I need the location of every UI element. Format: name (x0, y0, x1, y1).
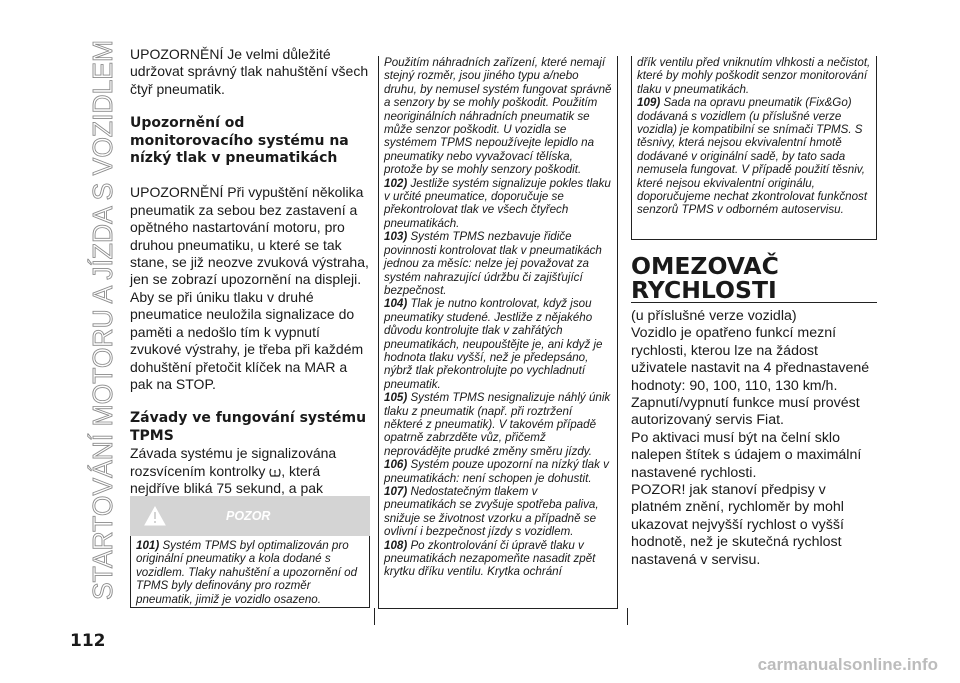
note-text: Tlak je nutno kontrolovat, když jsou pneumatiky studené. Jestliže z nějakého důvodu kontrolujte tlak v zahřátých pneumatikách, neupouštějte je, ani když je hodnota tlaku vyšší, než je předepsáno, nýbrž tlak překontrolujte po vychladnutí pneumatik. (384, 297, 603, 391)
note-text: Sada na opravu pneumatik (Fix&Go) dodávaná s vozidlem (u příslušné verze vozidla) je kompatibilní se snímači TPMS. S těsnivy, která nejsou ekvivalentní hmotě dodávané v originální sadě, by tato sada nemusela fungovat. V případě použití těsniv, které nejsou ekvivalentní originálu, doporučujeme nechat zkontrolovat funkčnost senzorů TPMS v odborném autoservisu. (637, 96, 868, 217)
heading-tpms-faults: Závady ve fungování systému TPMS (130, 410, 367, 444)
warning-body (130, 536, 370, 608)
note-item (384, 230, 612, 297)
note-text: Systém pouze upozorní na nízký tlak v pneumatikách: není schopen je dohustit. (384, 458, 609, 485)
limiter-label-note: Po aktivaci musí být na čelní sklo nalepen štítek s údajem o maximální nastavené rychlosti. (631, 429, 862, 481)
intro-text: UPOZORNĚNÍ Je velmi důležité udržovat správný tlak nahuštění všech čtyř pneumatik. (130, 46, 369, 97)
note-item (384, 539, 612, 579)
section-title-line-1: OMEZOVAČ (631, 252, 779, 280)
note-text: Po zkontrolování či úpravě tlaku v pneumatikách nezapomeňte nasadit zpět krytku dříku ventilu. Krytka ochrání (384, 538, 596, 579)
side-section-title (70, 40, 130, 600)
side-title-text: STARTOVÁNÍ MOTORU A JÍZDA S VOZIDLEM (87, 40, 118, 600)
tpms-faults-text: Závada systému je signalizována rozsvícením kontrolky , která nejdříve bliká 75 sekund, a pak (130, 445, 337, 496)
version-note: (u příslušné verze vozidla) (631, 308, 797, 324)
note-item (384, 485, 612, 539)
note-item (384, 297, 612, 391)
watermark: carmanualsonline.info (757, 655, 938, 674)
warning-label: POZOR (226, 509, 271, 523)
column-1 (130, 46, 370, 515)
warning-box (130, 496, 370, 608)
note-text: Systém TPMS nezbavuje řidiče povinnosti kontrolovat tlak v pneumatikách jednou za měsíc: nelze jej považovat za systém nahrazující údržbu či zajišťující bezpečnost. (384, 230, 602, 297)
section-title (631, 254, 877, 302)
notes-lead: Použitím náhradních zařízení, které nemají stejný rozměr, jsou jiného typu a/nebo druhu, by nemusel systém fungovat správně a senzory by se mohly poškodit. Použitím neoriginálních náhradních pneumatik se může senzor poškodit. U vozidla se systémem TPMS nepoužívejte lepidlo na pneumatiky nebo vyvažovací tělíska, protože by se mohly senzory poškodit. (384, 56, 612, 177)
column-divider (374, 608, 375, 625)
note-item (384, 177, 612, 231)
warning-header (130, 496, 370, 536)
note-text: Nedostatečným tlakem v pneumatikách se zvyšuje spotřeba paliva, snižuje se životnost vzorku a případně se ovlivní i bezpečnost jízdy s vozidlem. (384, 485, 599, 539)
note-number: 109) (637, 96, 661, 110)
note-number: 108) (384, 538, 408, 552)
tpms-lamp-icon (269, 466, 281, 478)
column-divider (627, 608, 628, 625)
heading-low-pressure: Upozornění od monitorovacího systému na nízký tlak v pneumatikách (130, 115, 349, 167)
section-divider (631, 302, 877, 303)
note-text: Systém TPMS byl optimalizován pro originální pneumatiky a kola dodané s vozidlem. Tlaky nahuštění a upozornění od TPMS byly definovány pro rozměr pneumatik, jimiž je vozidlo osazeno. (136, 539, 358, 606)
page-number: 112 (70, 631, 106, 651)
note-item (384, 458, 612, 485)
notes-list (384, 177, 612, 579)
limiter-activation: Zapnutí/vypnutí funkce musí provést autorizovaný servis Fiat. (631, 395, 860, 429)
section-title-line-2: RYCHLOSTI (631, 276, 777, 304)
note-number: 101) (136, 539, 160, 552)
warning-triangle-icon (144, 506, 166, 526)
low-pressure-text: UPOZORNĚNÍ Při vypuštění několika pneumatik za sebou bez zastavení a opětného nastartování motoru, pro druhou pneumatiku, u které se tak stane, se již neozve zvuková výstraha, jen se zobrazí upozornění na displeji. Aby se při úniku tlaku v druhé pneumatice neuložila signalizace do paměti a nedošlo tím k vypnutí zvukové výstrahy, je třeba při každém dohuštění přetočit klíček na MAR a pak na STOP. (130, 184, 369, 392)
note-item (384, 391, 612, 458)
note-number: 102) (384, 176, 408, 190)
note-number: 107) (384, 485, 408, 498)
note-number: 105) (384, 391, 408, 405)
limiter-warning: POZOR! jak stanoví předpisy v platném znění, rychloměr by mohl ukazovat nejvyšší rychlost o vyšší hodnotě, než je skutečná rychlost nastavená v servisu. (631, 482, 844, 568)
note-text: Systém TPMS nesignalizuje náhlý únik tlaku z pneumatik (např. při roztržení některé z pneumatik). V takovém případě opatrně zabrzděte vůz, přičemž neprovádějte prudké změny směru jízdy. (384, 391, 611, 458)
note-number: 106) (384, 458, 408, 472)
notes-column-3 (631, 56, 877, 240)
speed-limiter-text (631, 308, 877, 569)
note-text: Jestliže systém signalizuje pokles tlaku v určité pneumatice, doporučuje se překontrolovat tlak ve všech čtyřech pneumatikách. (384, 176, 611, 230)
limiter-description: Vozidlo je opatřeno funkcí mezní rychlosti, kterou lze na žádost uživatele nastavit na 4 přednastavené hodnoty: 90, 100, 110, 130 km/h. (631, 325, 870, 394)
notes-column-2 (378, 56, 618, 609)
note-number: 103) (384, 230, 408, 244)
note-number: 104) (384, 297, 408, 311)
notes-lead-continued: dřík ventilu před vniknutím vlhkosti a nečistot, které by mohly poškodit senzor monitorování tlaku v pneumatikách. (637, 56, 871, 96)
